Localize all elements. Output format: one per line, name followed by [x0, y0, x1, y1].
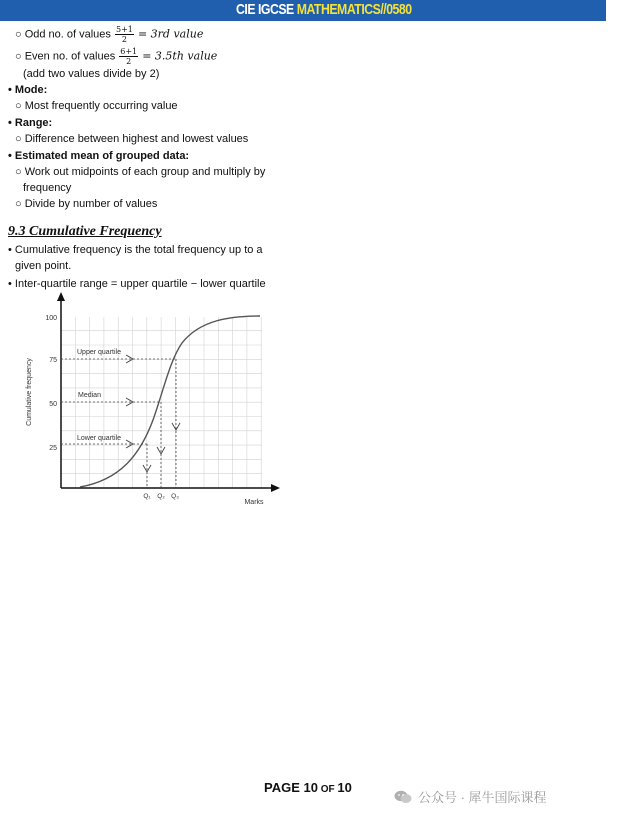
ytick-25: 25 — [49, 445, 57, 452]
grouped-mean-item1-cont: frequency — [23, 182, 72, 194]
footer-page-prefix: PAGE — [264, 780, 304, 795]
y-axis-label: Cumulative frequency — [26, 358, 33, 426]
watermark-text: 公众号 · 犀牛国际课程 — [418, 790, 547, 805]
odd-result: = 3rd value — [137, 27, 204, 41]
xtick-q1: Q₁ — [143, 493, 151, 500]
wechat-icon — [394, 790, 412, 804]
even-num: 6+1 — [120, 47, 138, 56]
watermark — [394, 787, 547, 806]
odd-num: 5+1 — [115, 25, 133, 34]
mode-heading: • Mode: — [8, 84, 48, 96]
page-footer — [264, 780, 352, 795]
odd-prefix: ○ Odd no. of values — [15, 28, 114, 41]
upper-quartile-arrow — [126, 355, 133, 363]
even-values-line — [15, 47, 217, 66]
y-axis-arrowhead — [57, 292, 65, 301]
footer-of: OF — [317, 784, 338, 795]
xtick-q2: Q₂ — [157, 493, 165, 500]
iqr-definition: • Inter-quartile range = upper quartile − lower quartile — [8, 278, 266, 290]
x-axis-label: Marks — [244, 499, 264, 506]
footer-total: 10 — [337, 780, 352, 795]
even-fraction — [119, 47, 138, 66]
even-result: = 3.5th value — [142, 49, 218, 63]
cf-definition-line1: • Cumulative frequency is the total frequency up to a — [8, 244, 263, 256]
odd-fraction — [115, 25, 134, 44]
even-den: 2 — [126, 57, 132, 66]
q3-down-arrow — [172, 423, 180, 430]
header-title-part2: MATHEMATICS//0580 — [296, 1, 412, 18]
ytick-100: 100 — [45, 315, 57, 322]
median-label: Median — [78, 392, 101, 399]
mode-item: ○ Most frequently occurring value — [15, 100, 178, 112]
lower-quartile-arrow — [126, 440, 133, 448]
chart-grid — [61, 317, 262, 488]
footer-page-num: 10 — [303, 780, 318, 795]
grouped-mean-item2: ○ Divide by number of values — [15, 198, 158, 210]
grouped-mean-heading: • Estimated mean of grouped data: — [8, 150, 190, 162]
range-heading: • Range: — [8, 117, 53, 129]
median-arrow — [126, 398, 133, 406]
header-title-part1: CIE IGCSE — [236, 1, 297, 18]
grouped-mean-item1: ○ Work out midpoints of each group and multiply by — [15, 166, 266, 178]
x-axis-arrowhead — [271, 484, 280, 492]
range-item: ○ Difference between highest and lowest values — [15, 133, 249, 145]
upper-quartile-label: Upper quartile — [77, 349, 121, 356]
odd-values-line — [15, 25, 203, 44]
section-title: 9.3 Cumulative Frequency — [8, 224, 162, 239]
ytick-50: 50 — [49, 401, 57, 408]
add-note: (add two values divide by 2) — [23, 68, 160, 80]
xtick-q3: Q₃ — [171, 493, 179, 500]
ytick-75: 75 — [49, 357, 57, 364]
cf-definition-line2: given point. — [15, 260, 72, 272]
q1-down-arrow — [143, 465, 151, 472]
lower-quartile-label: Lower quartile — [77, 435, 121, 442]
odd-den: 2 — [121, 35, 127, 44]
header-title — [236, 1, 412, 18]
cumulative-frequency-curve — [80, 316, 260, 487]
q2-down-arrow — [157, 447, 165, 454]
even-prefix: ○ Even no. of values — [15, 50, 119, 63]
